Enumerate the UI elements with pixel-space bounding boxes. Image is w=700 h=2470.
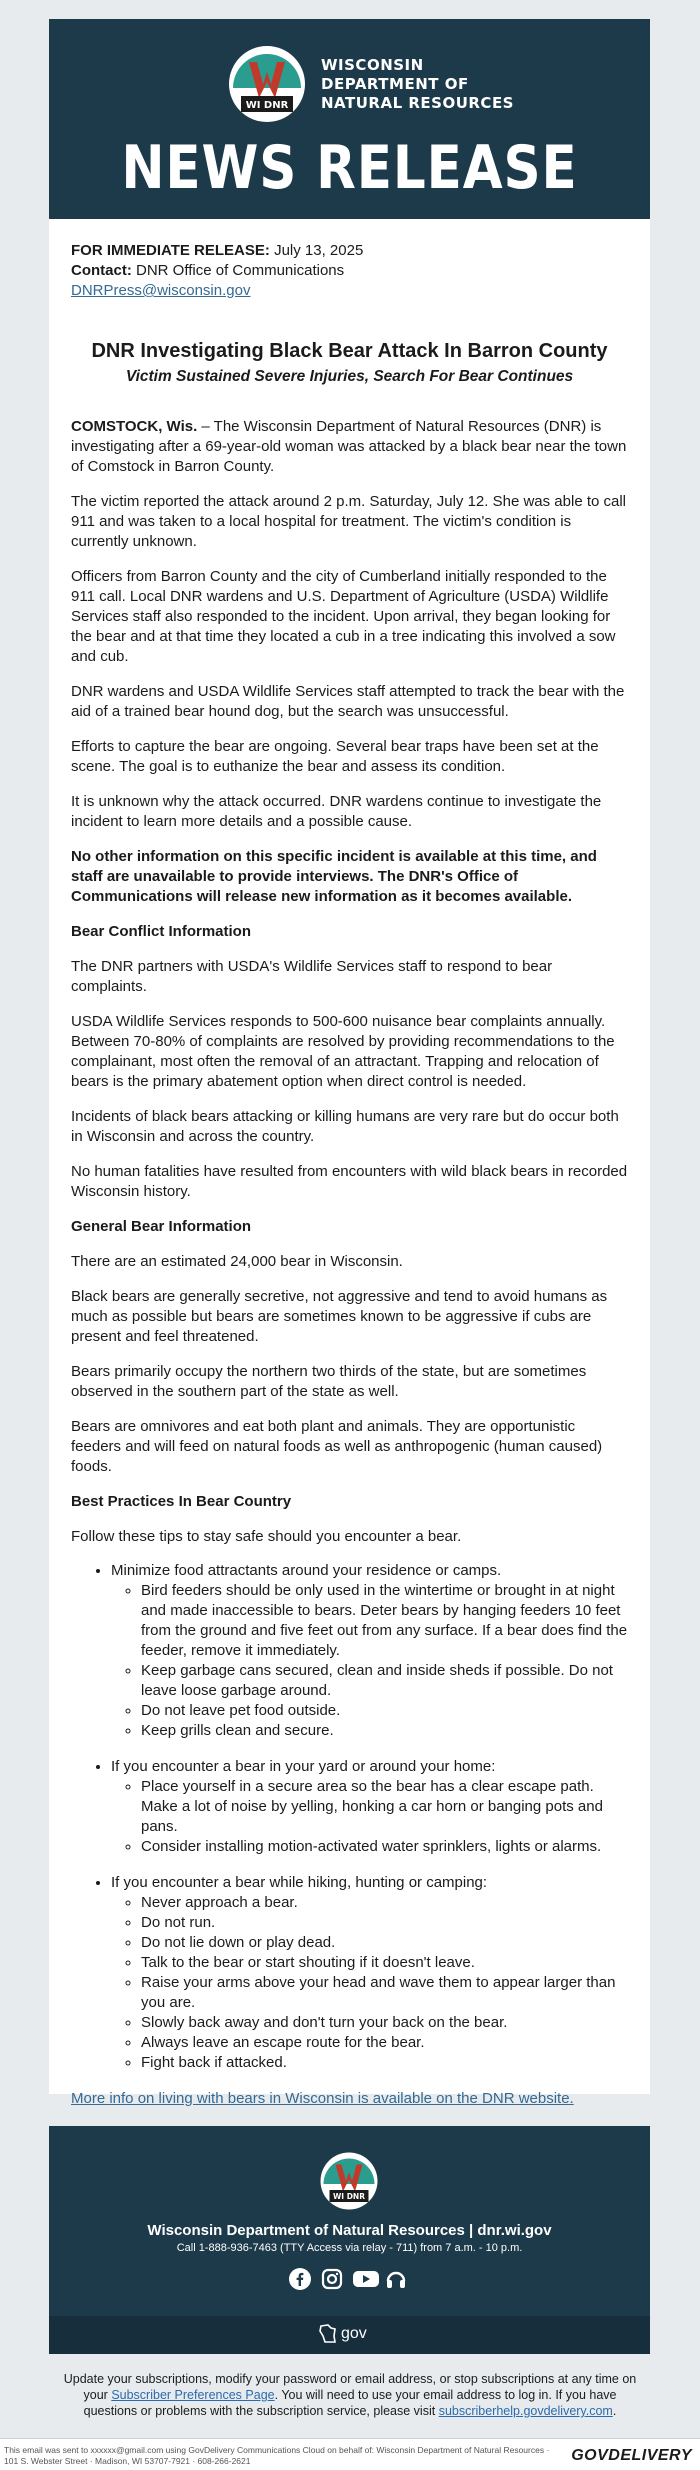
social-links (289, 2268, 407, 2290)
headline: DNR Investigating Black Bear Attack In Barron County (91, 340, 608, 362)
dnr-emblem-icon (227, 44, 307, 124)
notice-paragraph: No other information on this specific incident is available at this time, and staff are unavailable to provide interviews. The DNR's Office of Communications will release new information as it becomes available. (71, 848, 597, 905)
paragraph: There are an estimated 24,000 bear in Wisconsin. (71, 1253, 403, 1270)
tip-subitem: ◦ Do not run. (141, 1913, 628, 1933)
dnr-logo-text: WI DNR (245, 100, 289, 111)
release-label: FOR IMMEDIATE RELEASE: (71, 242, 270, 259)
tip-subitem: ◦ Bird feeders should be only used in the wintertime or brought in at night and made inaccessible to bears. Deter bears by hanging feeders 10 feet from the ground and five feet out from any surface. If a bear does find the feeder, remove it immediately. (141, 1581, 628, 1661)
facebook-icon[interactable] (289, 2268, 311, 2290)
tips-list (71, 1561, 628, 2073)
org-line-3: NATURAL RESOURCES (321, 93, 514, 112)
footer-gov-band (49, 2316, 650, 2354)
sent-notice: This email was sent to xxxxxx@gmail.com using GovDelivery Communications Cloud on behalf of: Wisconsin Department of Natural Resources · 101 S. Webster Street · Madison, WI 53707-7921 · 608-266-2621 (4, 2445, 550, 2466)
paragraph: It is unknown why the attack occurred. DNR wardens continue to investigate the incident to learn more details and a possible cause. (71, 793, 602, 830)
org-line-2: DEPARTMENT OF (321, 74, 469, 93)
tip-subitem: ◦ Never approach a bear. (141, 1893, 628, 1913)
email-footer-bar (0, 2438, 700, 2470)
contact-value: DNR Office of Communications (136, 262, 345, 279)
contact-label: Contact: (71, 262, 132, 279)
org-line-1: WISCONSIN (321, 55, 424, 74)
paragraph: Bears primarily occupy the northern two thirds of the state, but are sometimes observed in the southern part of the state as well. (71, 1363, 587, 1400)
tip-subitem: ◦ Keep grills clean and secure. (141, 1721, 628, 1741)
tip-item: • If you encounter a bear in your yard or around your home: ◦ Place yourself in a secure area so the bear has a clear escape path. Make a lot of noise by yelling, honking a car horn or banging pots and pans. ◦ Consider installing motion-activated water sprinklers, lights or alarms. (111, 1757, 628, 1857)
more-info-link[interactable]: More info on living with bears in Wisconsin is available on the DNR website. (71, 2090, 574, 2107)
tip-subitem: ◦ Talk to the bear or start shouting if it doesn't leave. (141, 1953, 628, 1973)
press-email-link[interactable]: DNRPress@wisconsin.gov (71, 282, 251, 299)
paragraph: The victim reported the attack around 2 p.m. Saturday, July 12. She was able to call 911 and was taken to a local hospital for treatment. The victim's condition is currently unknown. (71, 493, 627, 550)
subscriber-preferences-link[interactable]: Subscriber Preferences Page (111, 2388, 275, 2402)
paragraph: Officers from Barron County and the city of Cumberland initially responded to the 911 call. Local DNR wardens and U.S. Department of Agriculture (USDA) Wildlife Services staff also responded to the incident. Upon arrival, they began looking for the bear and at that time they located a cub in a tree indicating this involved a sow and cub. (71, 568, 616, 665)
release-meta (71, 241, 628, 301)
tip-sublist (111, 1581, 628, 1741)
tip-item: • If you encounter a bear while hiking, hunting or camping: ◦ Never approach a bear. ◦ Do not run. ◦ Do not lie down or play dead. ◦ Talk to the bear or start shouting if it doesn't leave. ◦ Raise your arms above your head and wave them to appear larger than you are. ◦ Slowly back away and don't turn your back on the bear. ◦ Always leave an escape route for the bear. ◦ Fight back if attacked. (111, 1873, 628, 2073)
gov-label: gov (341, 2325, 367, 2342)
tip-subitem: ◦ Always leave an escape route for the bear. (141, 2033, 628, 2053)
org-wordmark (321, 56, 514, 113)
paragraph: The DNR partners with USDA's Wildlife Services staff to respond to bear complaints. (71, 958, 553, 995)
paragraph: Efforts to capture the bear are ongoing. Several bear traps have been set at the scene. The goal is to euthanize the bear and assess its condition. (71, 738, 599, 775)
news-release-title: NEWS RELEASE (121, 133, 578, 203)
dateline: COMSTOCK, Wis. (71, 418, 198, 435)
paragraph: USDA Wildlife Services responds to 500-600 nuisance bear complaints annually. Between 70-80% of complaints are resolved by providing recommendations to the complainant, most often the removal of an attractant. Trapping and relocation of bears is the primary abatement option when direct control is needed. (71, 1013, 615, 1090)
article-body (49, 219, 650, 2109)
lead-paragraph: COMSTOCK, Wis. – The Wisconsin Department of Natural Resources (DNR) is investigating after a 69-year-old woman was attacked by a black bear near the town of Comstock in Barron County. (71, 418, 627, 475)
tip-subitem: ◦ Consider installing motion-activated water sprinklers, lights or alarms. (141, 1837, 628, 1857)
tip-sublist (111, 1777, 628, 1857)
podcast-icon[interactable] (385, 2268, 407, 2290)
tip-subitem: ◦ Slowly back away and don't turn your back on the bear. (141, 2013, 628, 2033)
youtube-icon[interactable] (353, 2268, 375, 2290)
tip-subitem: ◦ Keep garbage cans secured, clean and inside sheds if possible. Do not leave loose garbage around. (141, 1661, 628, 1701)
section-title-best-practices: Best Practices In Bear Country (71, 1493, 292, 1510)
footer-dnr-emblem-icon[interactable] (319, 2151, 379, 2211)
paragraph: No human fatalities have resulted from encounters with wild black bears in recorded Wisconsin history. (71, 1163, 628, 1200)
paragraph: Bears are omnivores and eat both plant and animals. They are opportunistic feeders and will feed on natural foods as well as anthropogenic (human caused) foods. (71, 1418, 603, 1475)
dnr-logo[interactable] (227, 41, 514, 127)
paragraph: Follow these tips to stay safe should you encounter a bear. (71, 1528, 462, 1545)
tip-subitem: ◦ Place yourself in a secure area so the bear has a clear escape path. Make a lot of noise by yelling, honking a car horn or banging pots and pans. (141, 1777, 628, 1837)
tip-sublist (111, 1893, 628, 2073)
tip-subitem: ◦ Do not lie down or play dead. (141, 1933, 628, 1953)
subscription-notice: Update your subscriptions, modify your password or email address, or stop subscriptions at any time on your Subscriber Preferences Page. You will need to use your email address to log in. If you have questions or problems with the subscription service, please visit subscriberhelp.govdelivery.com. (63, 2372, 637, 2418)
header-banner (49, 19, 650, 219)
footer-phone: Call 1-888-936-7463 (TTY Access via relay - 711) from 7 a.m. - 10 p.m. (176, 2242, 523, 2254)
govdelivery-logo[interactable]: GOVDELIVERY (571, 2447, 692, 2464)
subscriber-help-link[interactable]: subscriberhelp.govdelivery.com (438, 2404, 613, 2418)
paragraph: Black bears are generally secretive, not aggressive and tend to avoid humans as much as possible but bears are sometimes known to be aggressive if cubs are present and feel threatened. (71, 1288, 608, 1345)
tip-subitem: ◦ Do not leave pet food outside. (141, 1701, 628, 1721)
tip-subitem: ◦ Raise your arms above your head and wave them to appear larger than you are. (141, 1973, 628, 2013)
footer-logo-text: WI DNR (333, 2192, 365, 2201)
news-release-card (49, 19, 650, 2107)
wi-gov-logo[interactable] (319, 2324, 367, 2344)
footer-org-name: Wisconsin Department of Natural Resources | dnr.wi.gov (147, 2222, 552, 2239)
instagram-icon[interactable] (321, 2268, 343, 2290)
tip-item: • Minimize food attractants around your residence or camps. ◦ Bird feeders should be only used in the wintertime or brought in at night and made inaccessible to bears. Deter bears by hanging feeders 10 feet from the ground and five feet out from any surface. If a bear does find the feeder, remove it immediately. ◦ Keep garbage cans secured, clean and inside sheds if possible. Do not leave loose garbage around. ◦ Do not leave pet food outside. ◦ Keep grills clean and secure. (111, 1561, 628, 1741)
release-date: July 13, 2025 (274, 242, 364, 259)
tip-subitem: ◦ Fight back if attacked. (141, 2053, 628, 2073)
section-title-bear-conflict: Bear Conflict Information (71, 923, 252, 940)
footer-banner (49, 2126, 650, 2354)
wisconsin-state-icon (319, 2324, 337, 2344)
subheadline: Victim Sustained Severe Injuries, Search For Bear Continues (125, 368, 574, 385)
section-title-general-bear: General Bear Information (71, 1218, 252, 1235)
paragraph: DNR wardens and USDA Wildlife Services staff attempted to track the bear with the aid of a trained bear hound dog, but the search was unsuccessful. (71, 683, 625, 720)
paragraph: Incidents of black bears attacking or killing humans are very rare but do occur both in Wisconsin and across the country. (71, 1108, 619, 1145)
